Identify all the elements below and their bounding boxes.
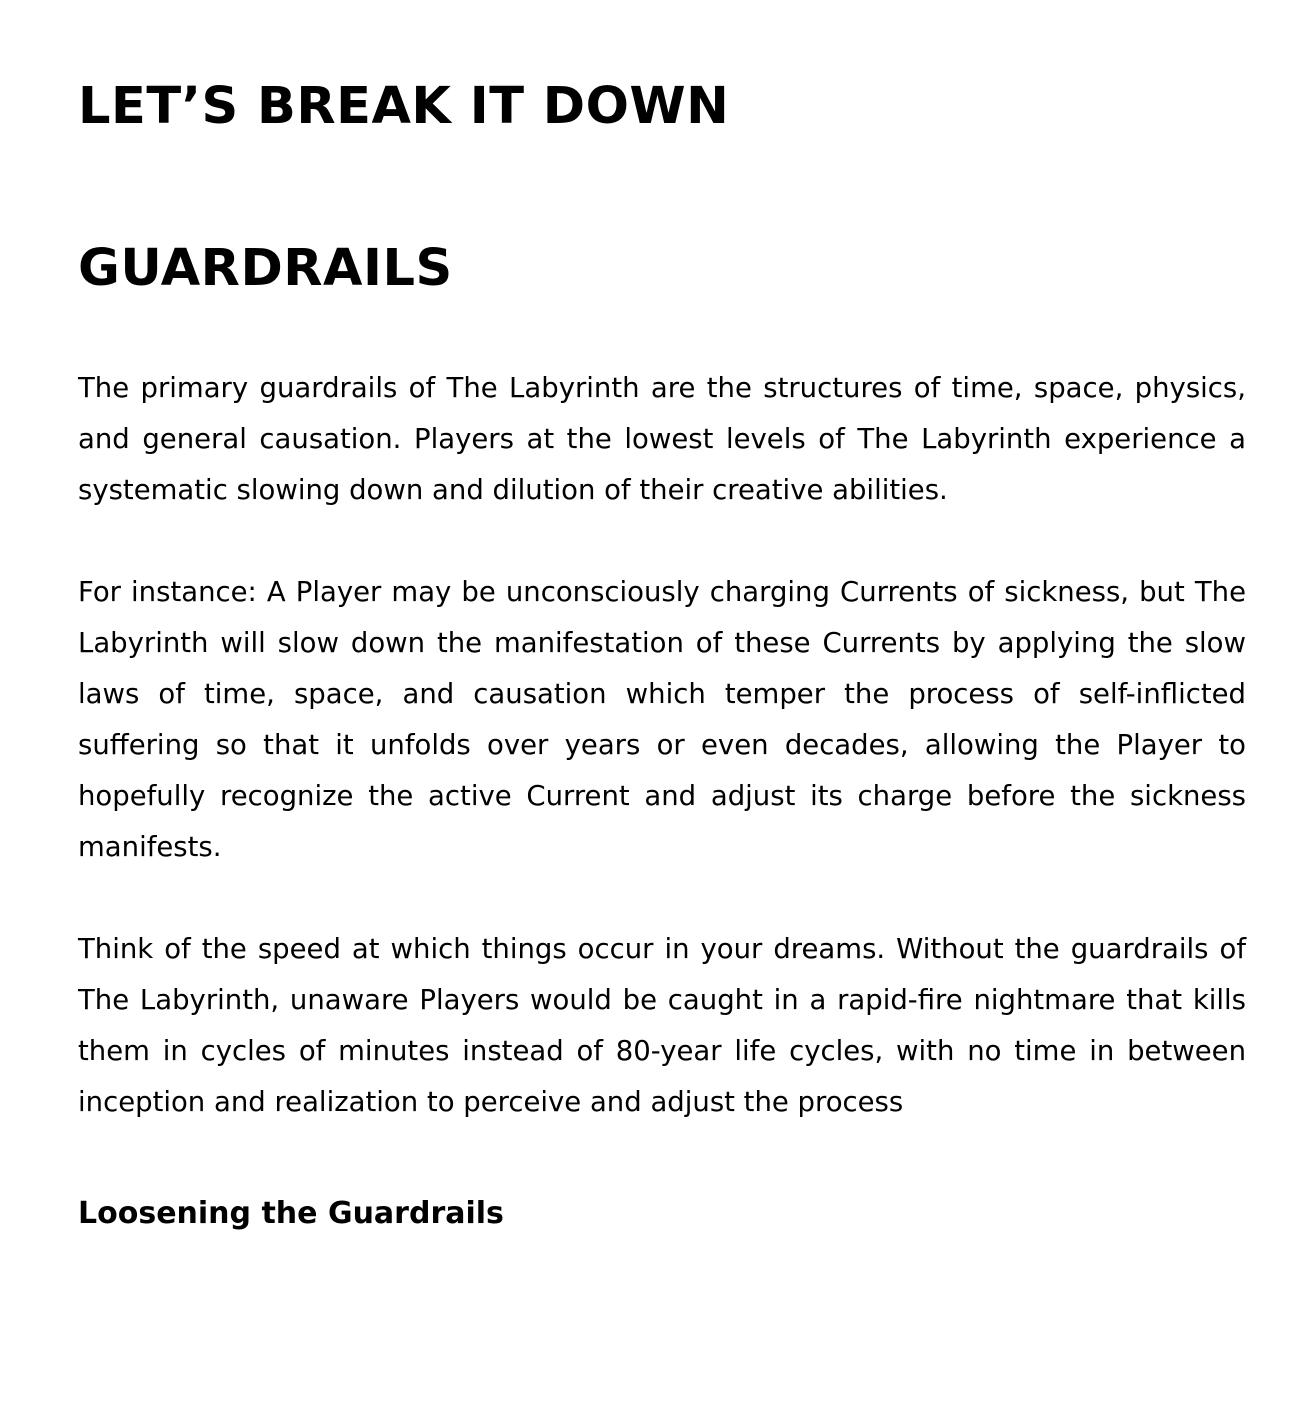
body-paragraph: For instance: A Player may be unconsciously charging Currents of sickness, but The Labyrinth will slow down the manifestation of these Currents by applying the slow laws of time, space, and causation which temper the process of self-inflicted suffering so that it unfolds over years or even decades, allowing the Player to hopefully recognize the active Current and adjust its charge before the sickness manifests. — [78, 576, 1246, 863]
body-paragraph: The primary guardrails of The Labyrinth are the structures of time, space, physics, and general causation. Players at the lowest levels of The Labyrinth experience a systematic slowing down and dilution of their creative abilities. — [78, 372, 1246, 506]
section-title: GUARDRAILS — [78, 239, 453, 298]
subheading: Loosening the Guardrails — [78, 1196, 504, 1231]
page-title: LET’S BREAK IT DOWN — [78, 77, 730, 136]
body-paragraph: Think of the speed at which things occur in your dreams. Without the guardrails of The Labyrinth, unaware Players would be caught in a rapid-fire nightmare that kills them in cycles of minutes instead of 80-year life cycles, with no time in between inception and realization to perceive and adjust the process — [78, 933, 1246, 1118]
